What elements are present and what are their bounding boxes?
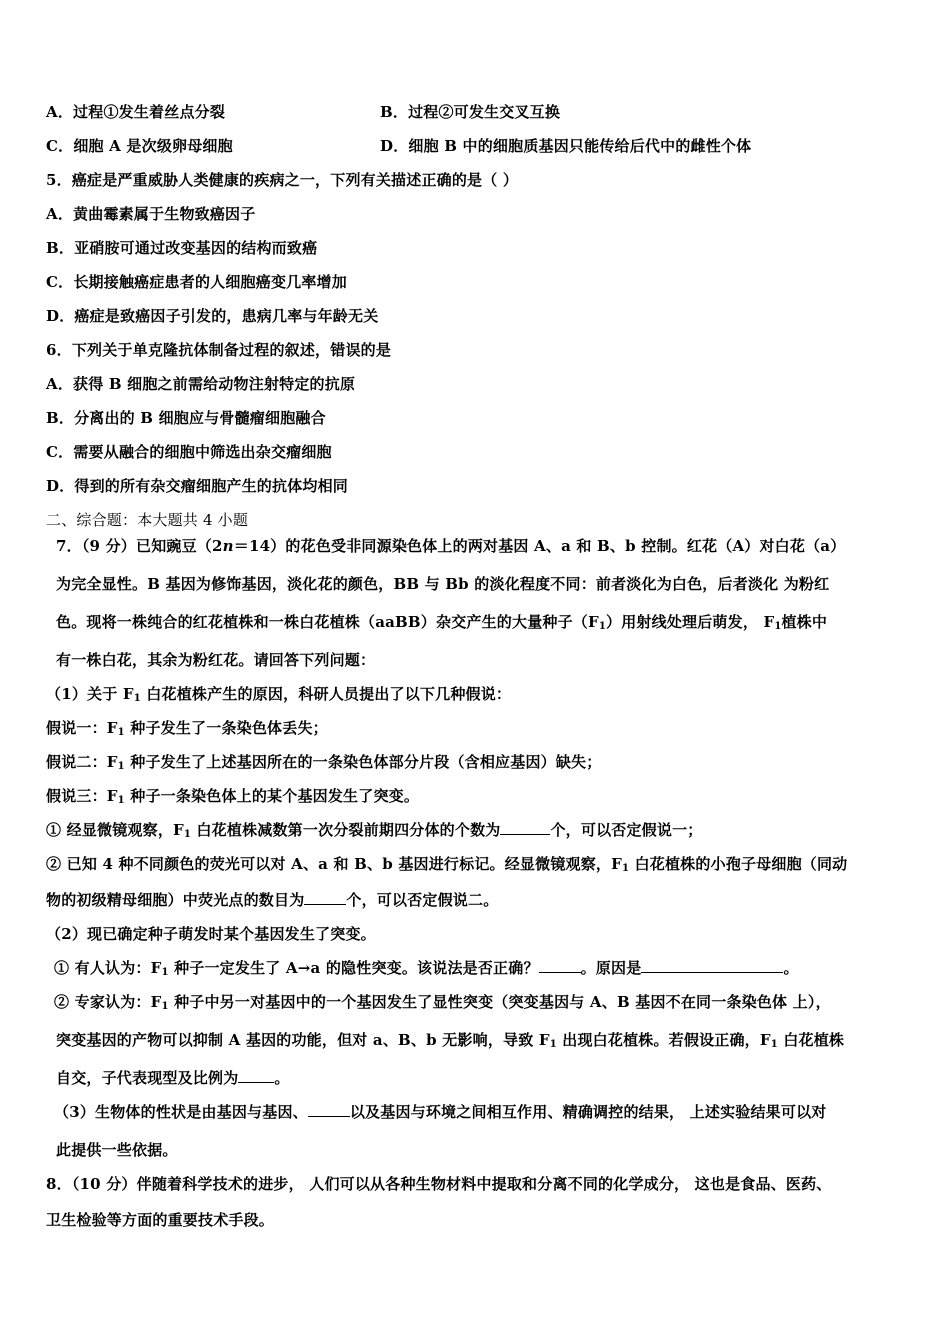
q7-line-2: 为完全显性。B 基因为修饰基因，淡化花的颜色，BB 与 Bb 的淡化程度不同：前者淡化为白色，后者淡化 为粉红: [56, 575, 830, 593]
q5-option-c: C．长期接触癌症患者的人细胞癌变几率增加: [46, 273, 347, 291]
answer-blank[interactable]: [500, 820, 550, 835]
q7-text: ① 经显微镜观察，F: [46, 821, 184, 839]
subscript: 1: [161, 1001, 169, 1012]
q7-text: 种子一定发生了 A→a 的隐性突变。该说法是否正确？: [168, 959, 539, 977]
q6-option-a: A．获得 B 细胞之前需给动物注射特定的抗原: [46, 375, 356, 393]
q7-part-1: [46, 684, 511, 709]
q7-text: 出现白花植株。若假设正确，F: [556, 1031, 771, 1049]
q7-text: 白花植株产生的原因，科研人员提出了以下几种假说：: [140, 685, 512, 703]
q7-text: 植株中: [781, 613, 828, 631]
q7-text: 色。现将一株纯合的红花植株和一株白花植株（aaBB）杂交产生的大量种子（F: [56, 613, 599, 631]
q8-stem: 8．（10 分）伴随着科学技术的进步， 人们可以从各种生物材料中提取和分离不同的化学成分， 这也是食品、医药、: [46, 1175, 832, 1193]
hypothesis-2: [46, 752, 601, 777]
q7-text: 种子一条染色体上的某个基因发生了突变。: [124, 787, 420, 805]
q7-text: 。: [783, 959, 799, 977]
q7-claim-2: [54, 992, 831, 1017]
q7-text: （3）生物体的性状是由基因与基因、: [54, 1103, 308, 1121]
q7-claim-1: [54, 958, 799, 983]
answer-blank[interactable]: [304, 890, 346, 905]
q7-text: 7．（9 分）已知豌豆（2: [56, 537, 223, 555]
q7-text: 自交，子代表现型及比例为: [56, 1069, 239, 1087]
answer-blank[interactable]: [539, 958, 581, 973]
q4-option-a: A．过程①发生着丝点分裂: [46, 103, 226, 121]
q7-text: ＝14）的花色受非同源染色体上的两对基因 A、a 和 B、b 控制。红花（A）对白花（a）: [233, 537, 846, 555]
q7-line-1: [56, 536, 845, 556]
subscript: 1: [161, 967, 169, 978]
section-heading: 二、综合题：本大题共 4 小题: [46, 511, 249, 529]
q7-text: 白花植株减数第一次分裂前期四分体的个数为: [191, 821, 501, 839]
q5-stem: 5．癌症是严重威胁人类健康的疾病之一，下列有关描述正确的是（ ）: [46, 171, 519, 189]
q7-part-2: （2）现已确定种子萌发时某个基因发生了突变。: [46, 925, 376, 943]
subscript: 1: [183, 829, 192, 840]
q7-observation-2-cont: [46, 890, 498, 910]
hypothesis-1: [46, 718, 328, 743]
hypothesis-3: [46, 786, 419, 811]
q7-text: 个，可以否定假说一；: [550, 821, 703, 839]
q7-text: 突变基因的产物可以抑制 A 基因的功能，但对 a、B、b 无影响，导致 F: [56, 1031, 550, 1049]
q6-option-d: D．得到的所有杂交瘤细胞产生的抗体均相同: [46, 477, 349, 495]
q7-text: 。原因是: [580, 959, 642, 977]
q7-text: ② 已知 4 种不同颜色的荧光可以对 A、a 和 B、b 基因进行标记。经显微镜观察，F: [46, 855, 622, 873]
q7-text: 。: [274, 1069, 290, 1087]
subscript: 1: [133, 693, 141, 704]
subscript: 1: [598, 621, 607, 632]
answer-blank[interactable]: [308, 1102, 350, 1117]
q4-option-c: C．细胞 A 是次级卵母细胞: [46, 137, 233, 155]
q8-stem-cont: 卫生检验等方面的重要技术手段。: [46, 1211, 275, 1229]
q7-line-3: [56, 612, 827, 637]
q7-text: （1）关于 F: [46, 685, 134, 703]
q7-text: ）用射线处理后萌发， F: [606, 613, 775, 631]
subscript: 1: [117, 795, 125, 806]
q7-text: 种子中另一对基因中的一个基因发生了显性突变（突变基因与 A、B 基因不在同一条染色体 上），: [168, 993, 831, 1011]
q6-stem: 6．下列关于单克隆抗体制备过程的叙述，错误的是: [46, 341, 392, 359]
answer-blank[interactable]: [238, 1068, 274, 1083]
q4-option-d: D．细胞 B 中的细胞质基因只能传给后代中的雌性个体: [380, 137, 752, 155]
subscript: 1: [770, 1039, 778, 1050]
q5-option-a: A．黄曲霉素属于生物致癌因子: [46, 205, 256, 223]
q7-text: 假说二：F: [46, 753, 118, 771]
q7-text: 白花植株的小孢子母细胞（同动: [629, 855, 848, 873]
q7-text: 白花植株: [777, 1031, 845, 1049]
q7-text: 种子发生了上述基因所在的一条染色体部分片段（含相应基因）缺失；: [124, 753, 602, 771]
subscript: 1: [117, 727, 125, 738]
q7-part-3: [54, 1102, 826, 1122]
answer-blank[interactable]: [641, 958, 783, 973]
q7-line-4: 有一株白花，其余为粉红花。请回答下列问题：: [56, 651, 376, 669]
q7-text: ① 有人认为：F: [54, 959, 162, 977]
q7-part-3-cont: 此提供一些依据。: [56, 1141, 178, 1159]
q5-option-b: B．亚硝胺可通过改变基因的结构而致癌: [46, 239, 318, 257]
subscript: 1: [117, 761, 125, 772]
q7-claim-2-cont-2: [56, 1068, 290, 1088]
subscript: 1: [549, 1039, 557, 1050]
q7-text: ② 专家认为：F: [54, 993, 162, 1011]
q5-option-d: D．癌症是致癌因子引发的，患病几率与年龄无关: [46, 307, 379, 325]
subscript: 1: [774, 621, 782, 632]
q7-claim-2-cont: [56, 1030, 844, 1055]
q7-text: 物的初级精母细胞）中荧光点的数目为: [46, 891, 305, 909]
q7-text: 以及基因与环境之间相互作用、精确调控的结果， 上述实验结果可以对: [349, 1103, 827, 1121]
q7-text: 假说三：F: [46, 787, 118, 805]
q6-option-c: C．需要从融合的细胞中筛选出杂交瘤细胞: [46, 443, 332, 461]
q7-observation-1: [46, 820, 703, 845]
q7-text: 种子发生了一条染色体丢失；: [124, 719, 328, 737]
subscript: 1: [621, 863, 630, 874]
q7-italic-n: n: [222, 537, 234, 555]
q7-observation-2: [46, 854, 847, 879]
q6-option-b: B．分离出的 B 细胞应与骨髓瘤细胞融合: [46, 409, 326, 427]
q4-option-b: B．过程②可发生交叉互换: [380, 103, 561, 121]
q7-text: 假说一：F: [46, 719, 118, 737]
q7-text: 个，可以否定假说二。: [346, 891, 499, 909]
